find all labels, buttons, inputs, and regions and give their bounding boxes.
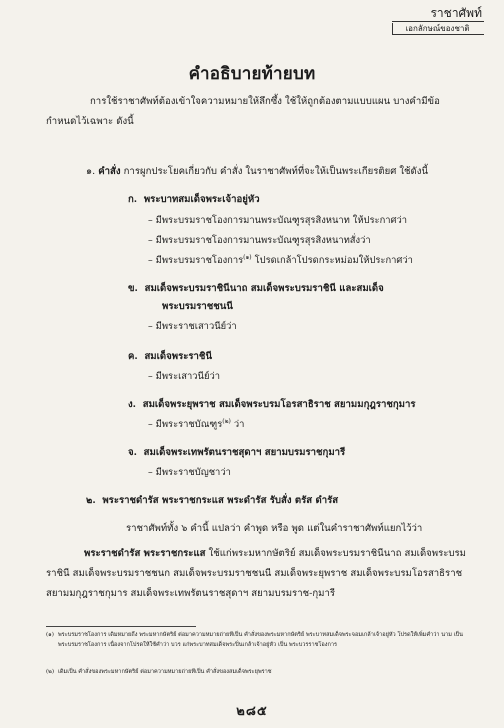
footnote-ref-1: (๑)	[243, 253, 252, 261]
footnote-1-mark: (๑)	[46, 632, 54, 638]
running-header-title: ราชาศัพท์	[430, 6, 482, 20]
section-2-heading	[86, 494, 338, 508]
group-ka-item: – มีพระบรมราชโองการมานพระบัณฑูรสุรสิงหนาทสั่งว่า	[148, 235, 371, 246]
group-ngo-item-part: – มีพระราชบัณฑูร	[148, 419, 223, 430]
group-kho-item: – มีพระราชเสาวนีย์ว่า	[148, 321, 237, 332]
running-header	[392, 6, 484, 35]
group-ka-item: – มีพระบรมราชโองการมานพระบัณฑูรสุรสิงหนาท ให้ประกาศว่า	[148, 215, 407, 226]
section-2-paragraph-text: ใช้แก่พระมหากษัตริย์ สมเด็จพระบรมราชินีนาถ สมเด็จพระบรมราชินี สมเด็จพระบรมราชชนก สมเด็จพระบรมราชชนนี สมเด็จพระยุพราช สมเด็จพระบรมโอรสาธิราช สยามมกุฎราชกุมาร สมเด็จพระเทพรัตนราชสุดาฯ สยามบรมราช-กุมารี	[46, 548, 467, 599]
section-2-paragraph	[46, 544, 470, 604]
group-ngo-item-part: ว่า	[233, 419, 245, 430]
group-ngo-title: สมเด็จพระยุพราช สมเด็จพระบรมโอรสาธิราช สยามมกุฎราชกุมาร	[142, 399, 416, 410]
footnote-ref-2: (๒)	[222, 417, 231, 425]
footnote-2-text: เดิมเป็น คำสั่งของพระมหากษัตริย์ ต่อมาความหมายถ่ายทีเป็น คำสั่งของสมเด็จพระยุพราช	[58, 669, 272, 675]
running-header-subtitle: เอกลักษณ์ของชาติ	[392, 23, 484, 35]
group-ka-label: ก.	[128, 194, 138, 205]
section-1-number: ๑.	[86, 166, 96, 177]
group-ka-title: พระบาทสมเด็จพระเจ้าอยู่หัว	[143, 194, 260, 205]
footnote-1-text: พระบรมราชโองการ เดิมหมายถึง พระมหากษัตริย์ ต่อมาความหมายถ่ายทีเป็น คำสั่งของพระมหากษัตริย์ พระบาทสมเด็จพระจอมเกล้าเจ้าอยู่หัว โปรดให้เพิ่มคำว่า นาม เป็น พระบรมราชโองการ เนื่องจากโปรดให้ใช้คำว่า บวร แก่พระบาทสมเด็จพระปิ่นเกล้าเจ้าอยู่หัว เป็น พระบวรราชโองการ	[58, 632, 464, 648]
group-cho-item: – มีพระราชบัญชาว่า	[148, 467, 231, 478]
section-1-head: คำสั่ง	[98, 166, 121, 177]
intro-paragraph: การใช้ราชาศัพท์ต้องเข้าใจความหมายให้ลึกซึ้ง ใช้ให้ถูกต้องตามแบบแผน บางคำมีข้อกำหนดไว้เฉพาะ ดังนี้	[46, 96, 440, 127]
section-2-head: พระราชดำรัส พระราชกระแส พระดำรัส รับสั่ง ตรัส ดำรัส	[102, 495, 339, 506]
running-header-rule	[392, 21, 484, 22]
group-cho-heading	[128, 446, 345, 460]
group-kho-khwai-title: สมเด็จพระราชินี	[144, 351, 213, 362]
group-ka-item-part: – มีพระบรมราชโองการ	[148, 255, 244, 266]
group-kho-khwai-item: – มีพระเสาวนีย์ว่า	[148, 371, 220, 382]
group-ka-heading	[128, 193, 260, 207]
footnote-divider	[46, 626, 196, 627]
group-cho-label: จ.	[128, 447, 137, 458]
footnote-2-mark: (๒)	[46, 669, 55, 675]
footnote-2	[46, 667, 476, 677]
section-1-heading	[86, 165, 428, 179]
footnote-1	[46, 630, 476, 650]
section-2-number: ๒.	[86, 495, 96, 506]
group-ngo-item-footnoted	[148, 418, 244, 432]
group-ka-item-part: โปรดเกล้าโปรดกระหม่อมให้ประกาศว่า	[254, 255, 413, 266]
group-kho-title: สมเด็จพระบรมราชินีนาถ สมเด็จพระบรมราชินี และสมเด็จ	[144, 283, 384, 294]
group-ngo-heading	[128, 398, 416, 412]
section-1-text: การผูกประโยคเกี่ยวกับ คำสั่ง ในราชาศัพท์ที่จะให้เป็นพระเกียรติยศ ใช้ดังนี้	[123, 166, 429, 177]
group-kho-khwai-label: ค.	[128, 351, 138, 362]
group-kho-label: ข.	[128, 283, 138, 294]
group-ngo-label: ง.	[128, 399, 137, 410]
group-kho-heading	[128, 282, 384, 296]
group-ka-item-footnoted	[148, 254, 413, 268]
page-title: คำอธิบายท้ายบท	[188, 64, 316, 84]
group-kho-title-cont: พระบรมราชชนนี	[162, 301, 233, 312]
section-2-paragraph-bold: พระราชดำรัส พระราชกระแส	[84, 548, 206, 559]
group-cho-title: สมเด็จพระเทพรัตนราชสุดาฯ สยามบรมราชกุมารี	[143, 447, 346, 458]
page-number: ๒๘๕	[236, 704, 268, 719]
group-kho-khwai-heading	[128, 350, 212, 364]
section-2-line: ราชาศัพท์ทั้ง ๖ คำนี้ แปลว่า คำพูด หรือ พูด แต่ในคำราชาศัพท์แยกไว้ว่า	[126, 523, 423, 534]
